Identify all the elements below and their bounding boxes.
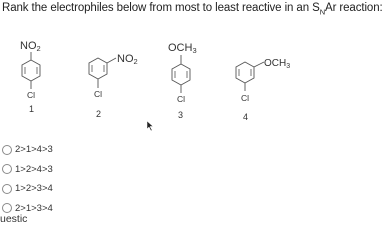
mol4-side-label: $OCH_3$ xyxy=(264,58,291,70)
mol4-number: 4 xyxy=(243,112,249,122)
radio-button[interactable] xyxy=(2,145,12,155)
option-2[interactable] xyxy=(2,160,53,180)
molecule-3 xyxy=(168,42,197,120)
mol2-side-label: NO2 xyxy=(117,53,138,66)
option-label: 1>2>3>4 xyxy=(15,183,53,195)
answer-options xyxy=(2,140,53,218)
bond-side xyxy=(107,58,116,63)
mol1-bottom-label: Cl xyxy=(27,90,36,100)
question-subscript: N xyxy=(319,7,326,17)
radio-button[interactable] xyxy=(2,184,12,194)
radio-button[interactable] xyxy=(2,164,12,174)
question-suffix: Ar reaction: xyxy=(325,2,383,14)
mol4-bottom-label: Cl xyxy=(241,93,250,103)
option-label: 2>1>3>4 xyxy=(15,202,53,214)
mol1-top-label: NO2 xyxy=(20,40,41,53)
mol3-bottom-label: Cl xyxy=(177,94,186,104)
mol3-number: 3 xyxy=(178,110,184,120)
mol2-bottom-label: Cl xyxy=(94,89,103,99)
question-footer-label: uestic xyxy=(0,213,28,225)
mouse-cursor-icon xyxy=(147,121,155,131)
bond-side xyxy=(254,62,264,67)
option-label: 2>1>4>3 xyxy=(15,144,53,156)
molecule-1 xyxy=(20,40,41,114)
mol2-number: 2 xyxy=(96,109,102,119)
mol1-number: 1 xyxy=(29,104,35,114)
molecule-2 xyxy=(89,53,138,119)
option-label: 1>2>4>3 xyxy=(15,163,53,175)
mol3-top-label: OCH3 xyxy=(168,42,197,55)
radio-button[interactable] xyxy=(2,203,12,213)
question-prefix: Rank the electrophiles below from most to least reactive in an S xyxy=(2,2,320,14)
option-1[interactable] xyxy=(2,140,53,160)
option-3[interactable] xyxy=(2,179,53,199)
molecule-4 xyxy=(236,58,290,122)
